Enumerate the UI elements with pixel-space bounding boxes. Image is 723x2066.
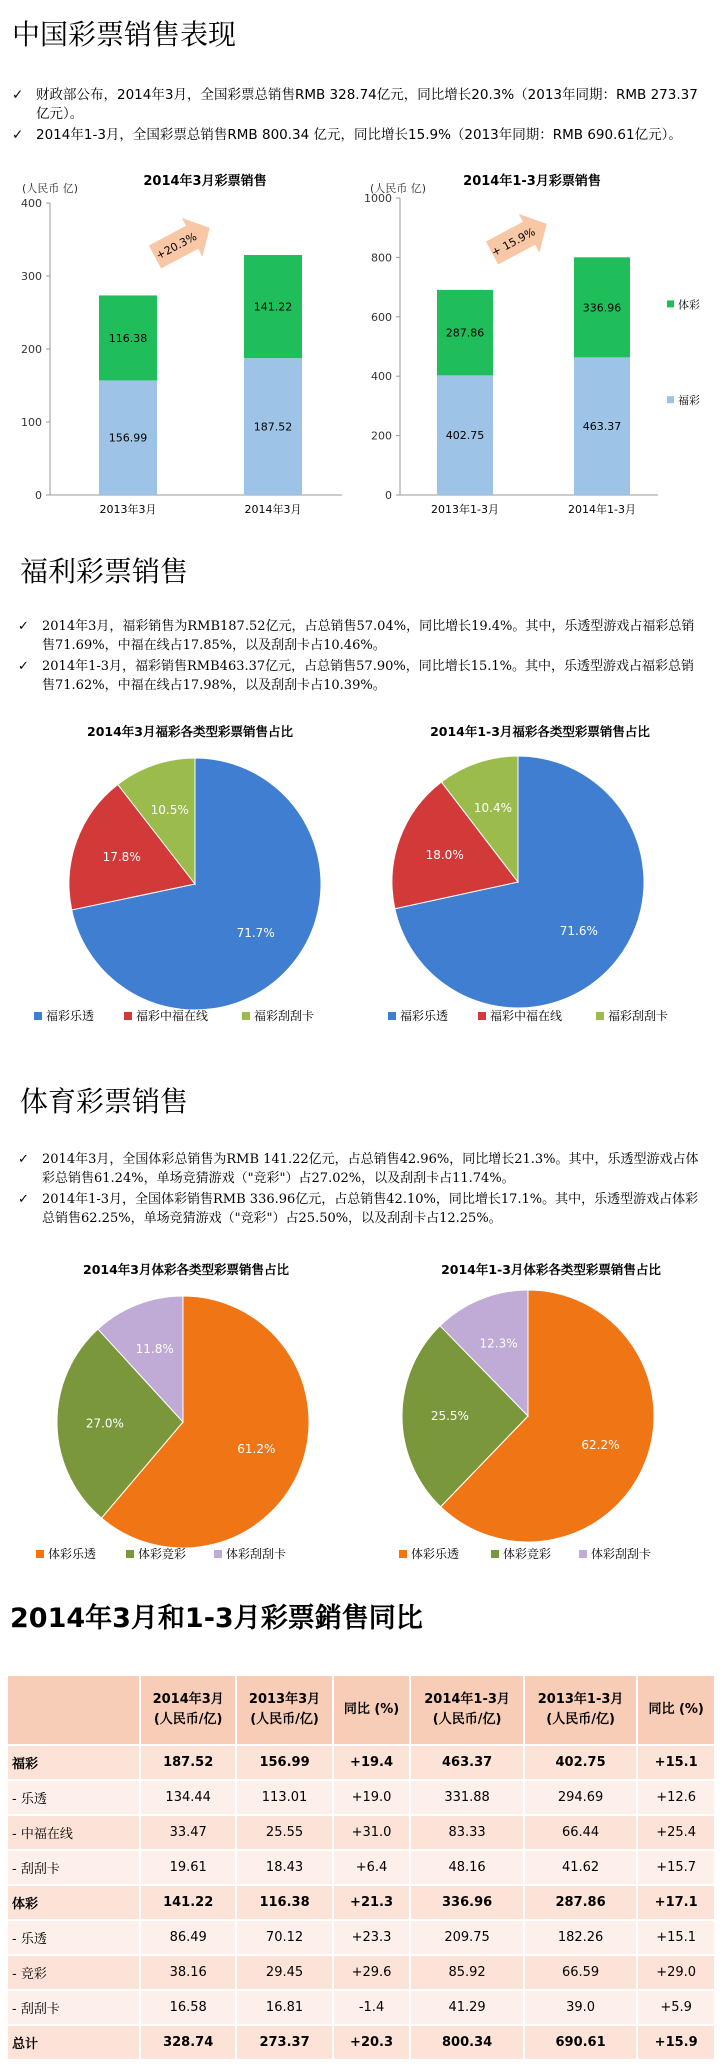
slice-label: 71.6%	[559, 924, 598, 939]
table-cell: 83.33	[410, 1815, 523, 1850]
table-row-label: - 中福在线	[8, 1815, 140, 1850]
legend-label: 福彩刮刮卡	[254, 1009, 315, 1023]
table-cell: +15.7	[637, 1850, 715, 1885]
data-label-ticai: 336.96	[582, 301, 622, 315]
legend-label: 体彩刮刮卡	[226, 1547, 287, 1561]
table-cell: 182.26	[524, 1920, 637, 1955]
table-cell: +12.6	[637, 1780, 715, 1815]
table-row	[8, 1780, 715, 1815]
table-cell: +15.1	[637, 1745, 715, 1780]
bullet-item	[16, 617, 706, 655]
y-tick-label: 0	[35, 489, 42, 502]
y-tick-label: 100	[21, 416, 42, 429]
section-title-welfare-lottery: 福利彩票销售	[20, 555, 189, 588]
legend-label: 福彩	[678, 394, 700, 408]
chart-title: 2014年1-3月体彩各类型彩票销售占比	[441, 1262, 661, 1277]
pie-chart-ticai-march	[30, 1250, 360, 1575]
table-cell: 209.75	[410, 1920, 523, 1955]
table-row-label: 总计	[8, 2025, 140, 2060]
data-label-fucai: 463.37	[582, 420, 622, 434]
summary-table	[8, 1676, 716, 2061]
table-cell: 156.99	[236, 1745, 332, 1780]
x-tick-label: 2013年1-3月	[431, 503, 499, 516]
bullets-sports-lottery	[16, 1150, 706, 1230]
table-cell: 402.75	[524, 1745, 637, 1780]
table-cell: 18.43	[236, 1850, 332, 1885]
table-cell: 336.96	[410, 1885, 523, 1920]
data-label-ticai: 287.86	[445, 326, 485, 340]
slice-label: 62.2%	[581, 1438, 620, 1453]
slice-label: 25.5%	[430, 1409, 469, 1424]
y-axis-label: (人民币 亿)	[370, 182, 427, 195]
table-cell: 141.22	[140, 1885, 236, 1920]
table-row-label: - 乐透	[8, 1920, 140, 1955]
bullet-text: 2014年3月，福彩销售为RMB187.52亿元，占总销售57.04%，同比增长19.4%。其中，乐透型游戏占福彩总销售71.69%，中福在线占17.85%，以及刮刮卡占10.46%。	[42, 619, 695, 653]
table-header-corner	[8, 1676, 140, 1745]
table-cell: 800.34	[410, 2025, 523, 2060]
data-label-fucai: 187.52	[253, 420, 293, 434]
legend-swatch	[399, 1550, 407, 1558]
table-row-label: 体彩	[8, 1885, 140, 1920]
data-label-fucai: 156.99	[108, 431, 148, 445]
y-tick-label: 200	[21, 343, 42, 356]
legend-label: 福彩中福在线	[136, 1009, 209, 1023]
section-title-sports-lottery: 体育彩票销售	[20, 1085, 189, 1118]
y-tick-label: 300	[21, 270, 42, 283]
table-header-cell: 2013年1-3月 (人民币/亿)	[524, 1676, 637, 1745]
table-cell: 66.44	[524, 1815, 637, 1850]
table-cell: 16.81	[236, 1990, 332, 2025]
x-tick-label: 2014年1-3月	[568, 503, 636, 516]
legend-label: 体彩刮刮卡	[591, 1547, 652, 1561]
table-cell: +21.3	[333, 1885, 411, 1920]
data-label-ticai: 116.38	[108, 331, 148, 345]
table-cell: 86.49	[140, 1920, 236, 1955]
table-cell: 41.62	[524, 1850, 637, 1885]
table-header-row	[8, 1676, 715, 1745]
legend-label: 福彩乐透	[46, 1009, 95, 1023]
slice-label: 71.7%	[236, 926, 275, 941]
chart-title: 2014年1-3月彩票销售	[463, 174, 601, 189]
legend-swatch	[124, 1012, 132, 1020]
section-title-summary: 2014年3月和1-3月彩票銷售同比	[10, 1603, 423, 1634]
check-icon: ✓	[18, 1192, 29, 1207]
legend-label: 体彩乐透	[411, 1547, 460, 1561]
bullet-text: 2014年3月，全国体彩总销售为RMB 141.22亿元，占总销售42.96%，同比增长21.3%。其中，乐透型游戏占体彩总销售61.24%，单场竞猜游戏（"竞彩"）占27.02%，以及刮刮卡占11.74%。	[42, 1152, 699, 1186]
legend-swatch	[478, 1012, 486, 1020]
check-icon: ✓	[12, 87, 24, 103]
legend-swatch	[579, 1550, 587, 1558]
legend-swatch	[242, 1012, 250, 1020]
table-cell: +29.6	[333, 1955, 411, 1990]
table-cell: 463.37	[410, 1745, 523, 1780]
legend-label: 福彩乐透	[400, 1009, 449, 1023]
bullets-welfare-lottery	[16, 617, 706, 697]
pie-chart-ticai-jan-mar	[375, 1250, 705, 1575]
table-row-label: 福彩	[8, 1745, 140, 1780]
table-cell: 29.45	[236, 1955, 332, 1990]
table-row	[8, 1920, 715, 1955]
chart-title: 2014年3月体彩各类型彩票销售占比	[83, 1262, 289, 1277]
table-cell: +17.1	[637, 1885, 715, 1920]
bullets-china-lottery	[10, 86, 700, 147]
y-tick-label: 800	[371, 251, 392, 265]
table-header-cell: 2014年1-3月 (人民币/亿)	[410, 1676, 523, 1745]
table-header-cell: 同比 (%)	[333, 1676, 411, 1745]
table-cell: 113.01	[236, 1780, 332, 1815]
legend-label: 体彩	[678, 298, 700, 312]
bullet-item	[16, 657, 706, 695]
table-cell: +15.9	[637, 2025, 715, 2060]
table-cell: 116.38	[236, 1885, 332, 1920]
table-cell: +6.4	[333, 1850, 411, 1885]
table-row	[8, 1815, 715, 1850]
x-tick-label: 2014年3月	[244, 503, 302, 516]
legend-label: 福彩刮刮卡	[608, 1009, 669, 1023]
slice-label: 61.2%	[237, 1441, 276, 1456]
bar-chart-jan-mar	[352, 165, 723, 530]
table-cell: 41.29	[410, 1990, 523, 2025]
legend-swatch	[388, 1012, 396, 1020]
table-cell: 134.44	[140, 1780, 236, 1815]
table-cell: 187.52	[140, 1745, 236, 1780]
bullet-text: 2014年1-3月，福彩销售RMB463.37亿元，占总销售57.90%，同比增长15.1%。其中，乐透型游戏占福彩总销售71.62%，中福在线占17.98%，以及刮刮卡占10.39%。	[42, 659, 695, 693]
table-cell: 25.55	[236, 1815, 332, 1850]
legend-label: 体彩竞彩	[138, 1547, 187, 1561]
table-header-cell: 同比 (%)	[637, 1676, 715, 1745]
table-cell: 331.88	[410, 1780, 523, 1815]
table-cell: +23.3	[333, 1920, 411, 1955]
table-row-label: - 竞彩	[8, 1955, 140, 1990]
legend-swatch	[667, 300, 674, 307]
table-row	[8, 2025, 715, 2060]
legend-swatch	[491, 1550, 499, 1558]
table-cell: 328.74	[140, 2025, 236, 2060]
chart-title: 2014年1-3月福彩各类型彩票销售占比	[430, 724, 650, 739]
bullet-item	[16, 1150, 706, 1188]
slice-label: 12.3%	[479, 1336, 518, 1351]
y-tick-label: 1000	[364, 192, 392, 205]
slice-label: 10.4%	[473, 801, 512, 816]
check-icon: ✓	[18, 1152, 29, 1167]
table-cell: 294.69	[524, 1780, 637, 1815]
section-title-china-lottery: 中国彩票销售表现	[12, 18, 237, 51]
y-tick-label: 200	[371, 429, 392, 443]
bullet-text: 财政部公布，2014年3月，全国彩票总销售RMB 328.74亿元，同比增长20.3%（2013年同期：RMB 273.37亿元）。	[36, 87, 698, 122]
chart-title: 2014年3月彩票销售	[143, 174, 267, 189]
slice-label: 17.8%	[102, 850, 141, 865]
table-cell: 33.47	[140, 1815, 236, 1850]
growth-arrow	[482, 204, 557, 272]
chart-title: 2014年3月福彩各类型彩票销售占比	[87, 724, 293, 739]
check-icon: ✓	[18, 619, 29, 634]
table-cell: -1.4	[333, 1990, 411, 2025]
legend-label: 体彩乐透	[48, 1547, 97, 1561]
slice-label: 10.5%	[150, 803, 189, 818]
check-icon: ✓	[12, 127, 24, 143]
slice-label: 11.8%	[135, 1342, 174, 1357]
x-tick-label: 2013年3月	[99, 503, 157, 516]
table-row	[8, 1955, 715, 1990]
table-cell: 273.37	[236, 2025, 332, 2060]
legend-swatch	[214, 1550, 222, 1558]
table-row	[8, 1745, 715, 1780]
legend-label: 福彩中福在线	[490, 1009, 563, 1023]
table-cell: +15.1	[637, 1920, 715, 1955]
y-tick-label: 400	[371, 370, 392, 384]
table-cell: +19.0	[333, 1780, 411, 1815]
bullet-text: 2014年1-3月，全国彩票总销售RMB 800.34 亿元，同比增长15.9%（2013年同期：RMB 690.61亿元）。	[36, 127, 682, 143]
y-axis-label: (人民币 亿)	[22, 182, 79, 195]
growth-annotation: +20.3%	[153, 230, 199, 263]
data-label-ticai: 141.22	[253, 300, 293, 314]
bullet-item	[10, 86, 700, 124]
table-cell: 38.16	[140, 1955, 236, 1990]
table-cell: 66.59	[524, 1955, 637, 1990]
legend-swatch	[596, 1012, 604, 1020]
check-icon: ✓	[18, 659, 29, 674]
table-cell: 16.58	[140, 1990, 236, 2025]
table-cell: 85.92	[410, 1955, 523, 1990]
table-cell: 39.0	[524, 1990, 637, 2025]
table-cell: 287.86	[524, 1885, 637, 1920]
table-header-cell: 2014年3月 (人民币/亿)	[140, 1676, 236, 1745]
table-cell: +25.4	[637, 1815, 715, 1850]
table-cell: +19.4	[333, 1745, 411, 1780]
table-cell: +31.0	[333, 1815, 411, 1850]
bar-chart-march	[0, 165, 360, 530]
legend-swatch	[36, 1550, 44, 1558]
slice-label: 18.0%	[425, 848, 464, 863]
pie-chart-fucai-march	[20, 712, 360, 1037]
table-cell: +29.0	[637, 1955, 715, 1990]
table-cell: 48.16	[410, 1850, 523, 1885]
table-row-label: - 乐透	[8, 1780, 140, 1815]
bullet-item	[10, 126, 700, 145]
slice-label: 27.0%	[85, 1416, 124, 1431]
table-cell: 690.61	[524, 2025, 637, 2060]
y-tick-label: 600	[371, 310, 392, 324]
legend-swatch	[667, 396, 674, 403]
table-row	[8, 1990, 715, 2025]
table-cell: 19.61	[140, 1850, 236, 1885]
legend-label: 体彩竞彩	[503, 1547, 552, 1561]
table-row	[8, 1850, 715, 1885]
table-row-label: - 刮刮卡	[8, 1850, 140, 1885]
table-cell: +20.3	[333, 2025, 411, 2060]
table-row	[8, 1885, 715, 1920]
table-header-cell: 2013年3月 (人民币/亿)	[236, 1676, 332, 1745]
y-tick-label: 0	[385, 489, 392, 502]
table-row-label: - 刮刮卡	[8, 1990, 140, 2025]
legend-swatch	[126, 1550, 134, 1558]
bullet-item	[16, 1190, 706, 1228]
growth-annotation: + 15.9%	[489, 225, 538, 260]
growth-arrow	[145, 208, 220, 276]
y-tick-label: 400	[21, 197, 42, 210]
table-cell: 70.12	[236, 1920, 332, 1955]
legend-swatch	[34, 1012, 42, 1020]
bullet-text: 2014年1-3月，全国体彩销售RMB 336.96亿元，占总销售42.10%，同比增长17.1%。其中，乐透型游戏占体彩总销售62.25%，单场竞猜游戏（"竞彩"）占25.50%，以及刮刮卡占12.25%。	[42, 1192, 699, 1226]
table-cell: +5.9	[637, 1990, 715, 2025]
data-label-fucai: 402.75	[445, 429, 485, 443]
pie-chart-fucai-jan-mar	[370, 712, 710, 1037]
